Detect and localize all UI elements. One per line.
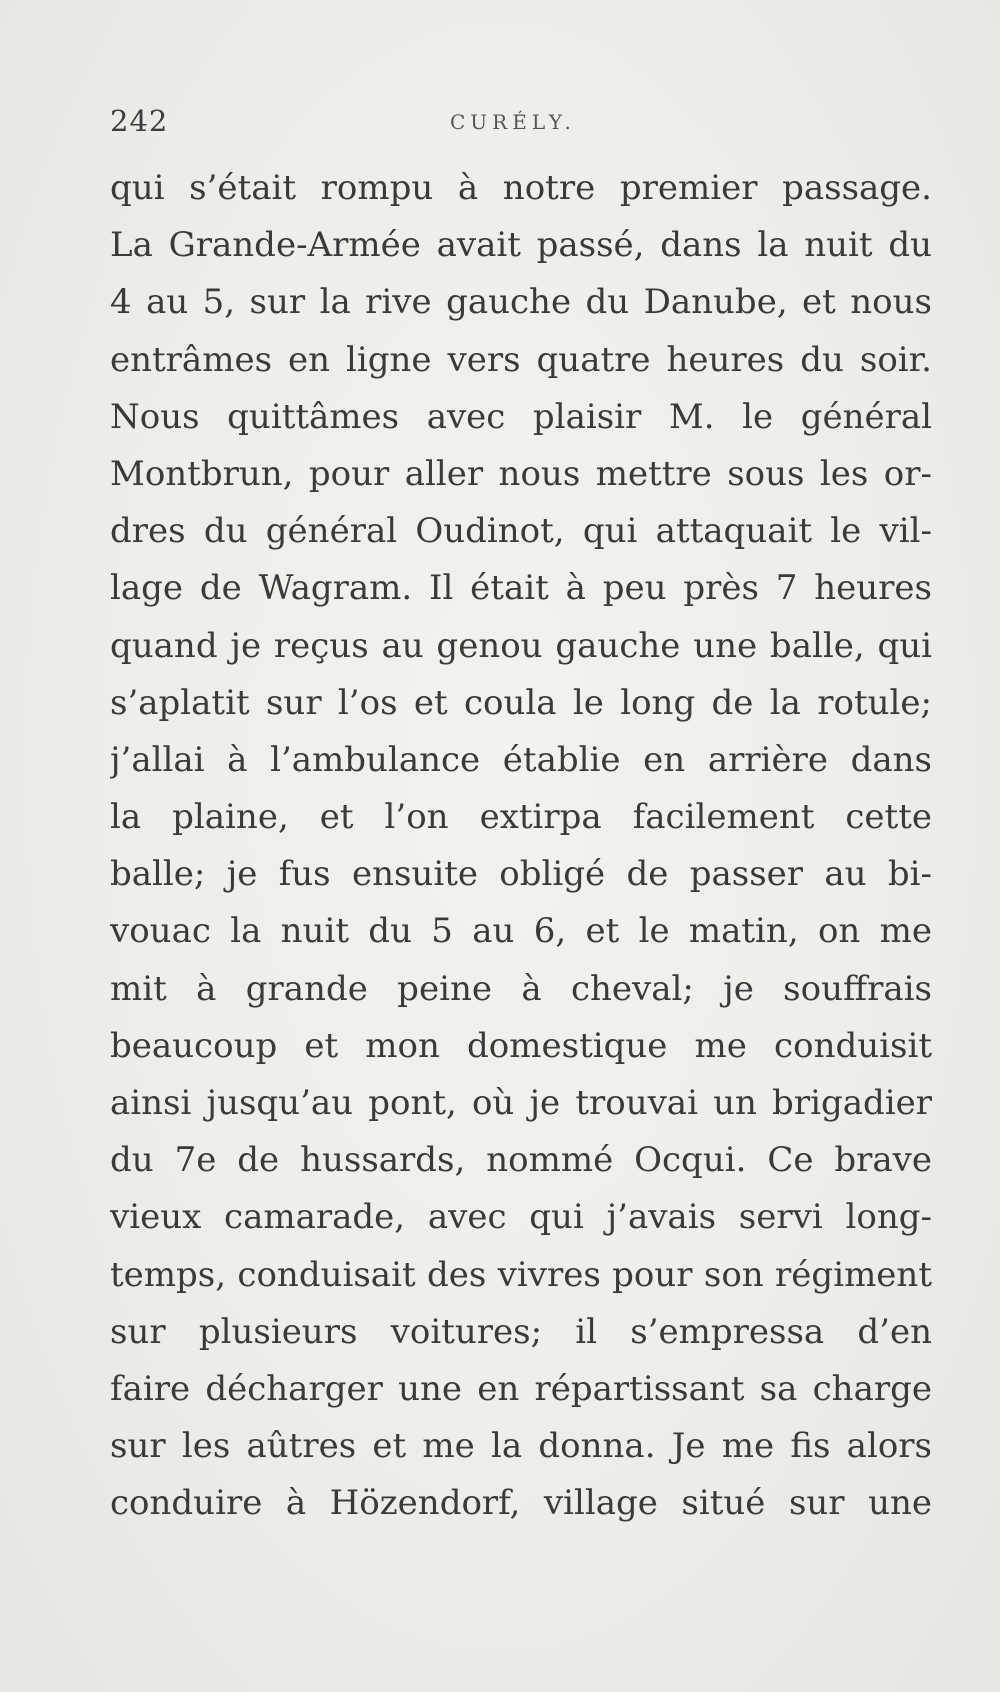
running-head: [110, 104, 932, 144]
text-line: ainsi jusqu’au pont, où je trouvai un brigadier: [110, 1083, 932, 1123]
text-line: dres du général Oudinot, qui attaquait le vil-: [110, 511, 932, 552]
page-number: 242: [110, 104, 169, 138]
text-line: mit à grande peine à cheval; je souffrais: [110, 968, 932, 1009]
text-line: entrâmes en ligne vers quatre heures du soir.: [110, 339, 932, 380]
text-line: La Grande-Armée avait passé, dans la nuit du: [110, 225, 932, 266]
text-line: quand je reçus au genou gauche une balle, qui: [110, 625, 932, 666]
text-line: Montbrun, pour aller nous mettre sous les or-: [110, 453, 932, 494]
text-line: j’allai à l’ambulance établie en arrière dans: [110, 739, 932, 780]
text-line: sur les aûtres et me la donna. Je me fis alors: [110, 1426, 932, 1467]
text-line: la plaine, et l’on extirpa facilement cette: [110, 797, 932, 838]
text-line: qui s’était rompu à notre premier passage.: [110, 168, 932, 208]
text-line: conduire à Hözendorf, village situé sur une: [110, 1483, 932, 1524]
text-line: lage de Wagram. Il était à peu près 7 heures: [110, 568, 932, 609]
text-line: temps, conduisait des vivres pour son régiment: [110, 1254, 932, 1295]
text-line: 4 au 5, sur la rive gauche du Danube, et nous: [110, 282, 932, 323]
text-line: faire décharger une en répartissant sa charge: [110, 1368, 932, 1409]
body-text: [110, 160, 932, 1533]
text-line: sur plusieurs voitures; il s’empressa d’en: [110, 1311, 932, 1352]
text-line: vouac la nuit du 5 au 6, et le matin, on me: [110, 911, 932, 952]
text-line: vieux camarade, avec qui j’avais servi long-: [110, 1197, 932, 1238]
text-line: s’aplatit sur l’os et coula le long de la rotule;: [110, 682, 932, 723]
text-line: du 7e de hussards, nommé Ocqui. Ce brave: [110, 1140, 932, 1181]
running-title: CURÉLY.: [450, 110, 576, 134]
text-line: beaucoup et mon domestique me conduisit: [110, 1025, 932, 1066]
text-line: Nous quittâmes avec plaisir M. le général: [110, 396, 932, 437]
text-line: balle; je fus ensuite obligé de passer au bi-: [110, 854, 932, 895]
